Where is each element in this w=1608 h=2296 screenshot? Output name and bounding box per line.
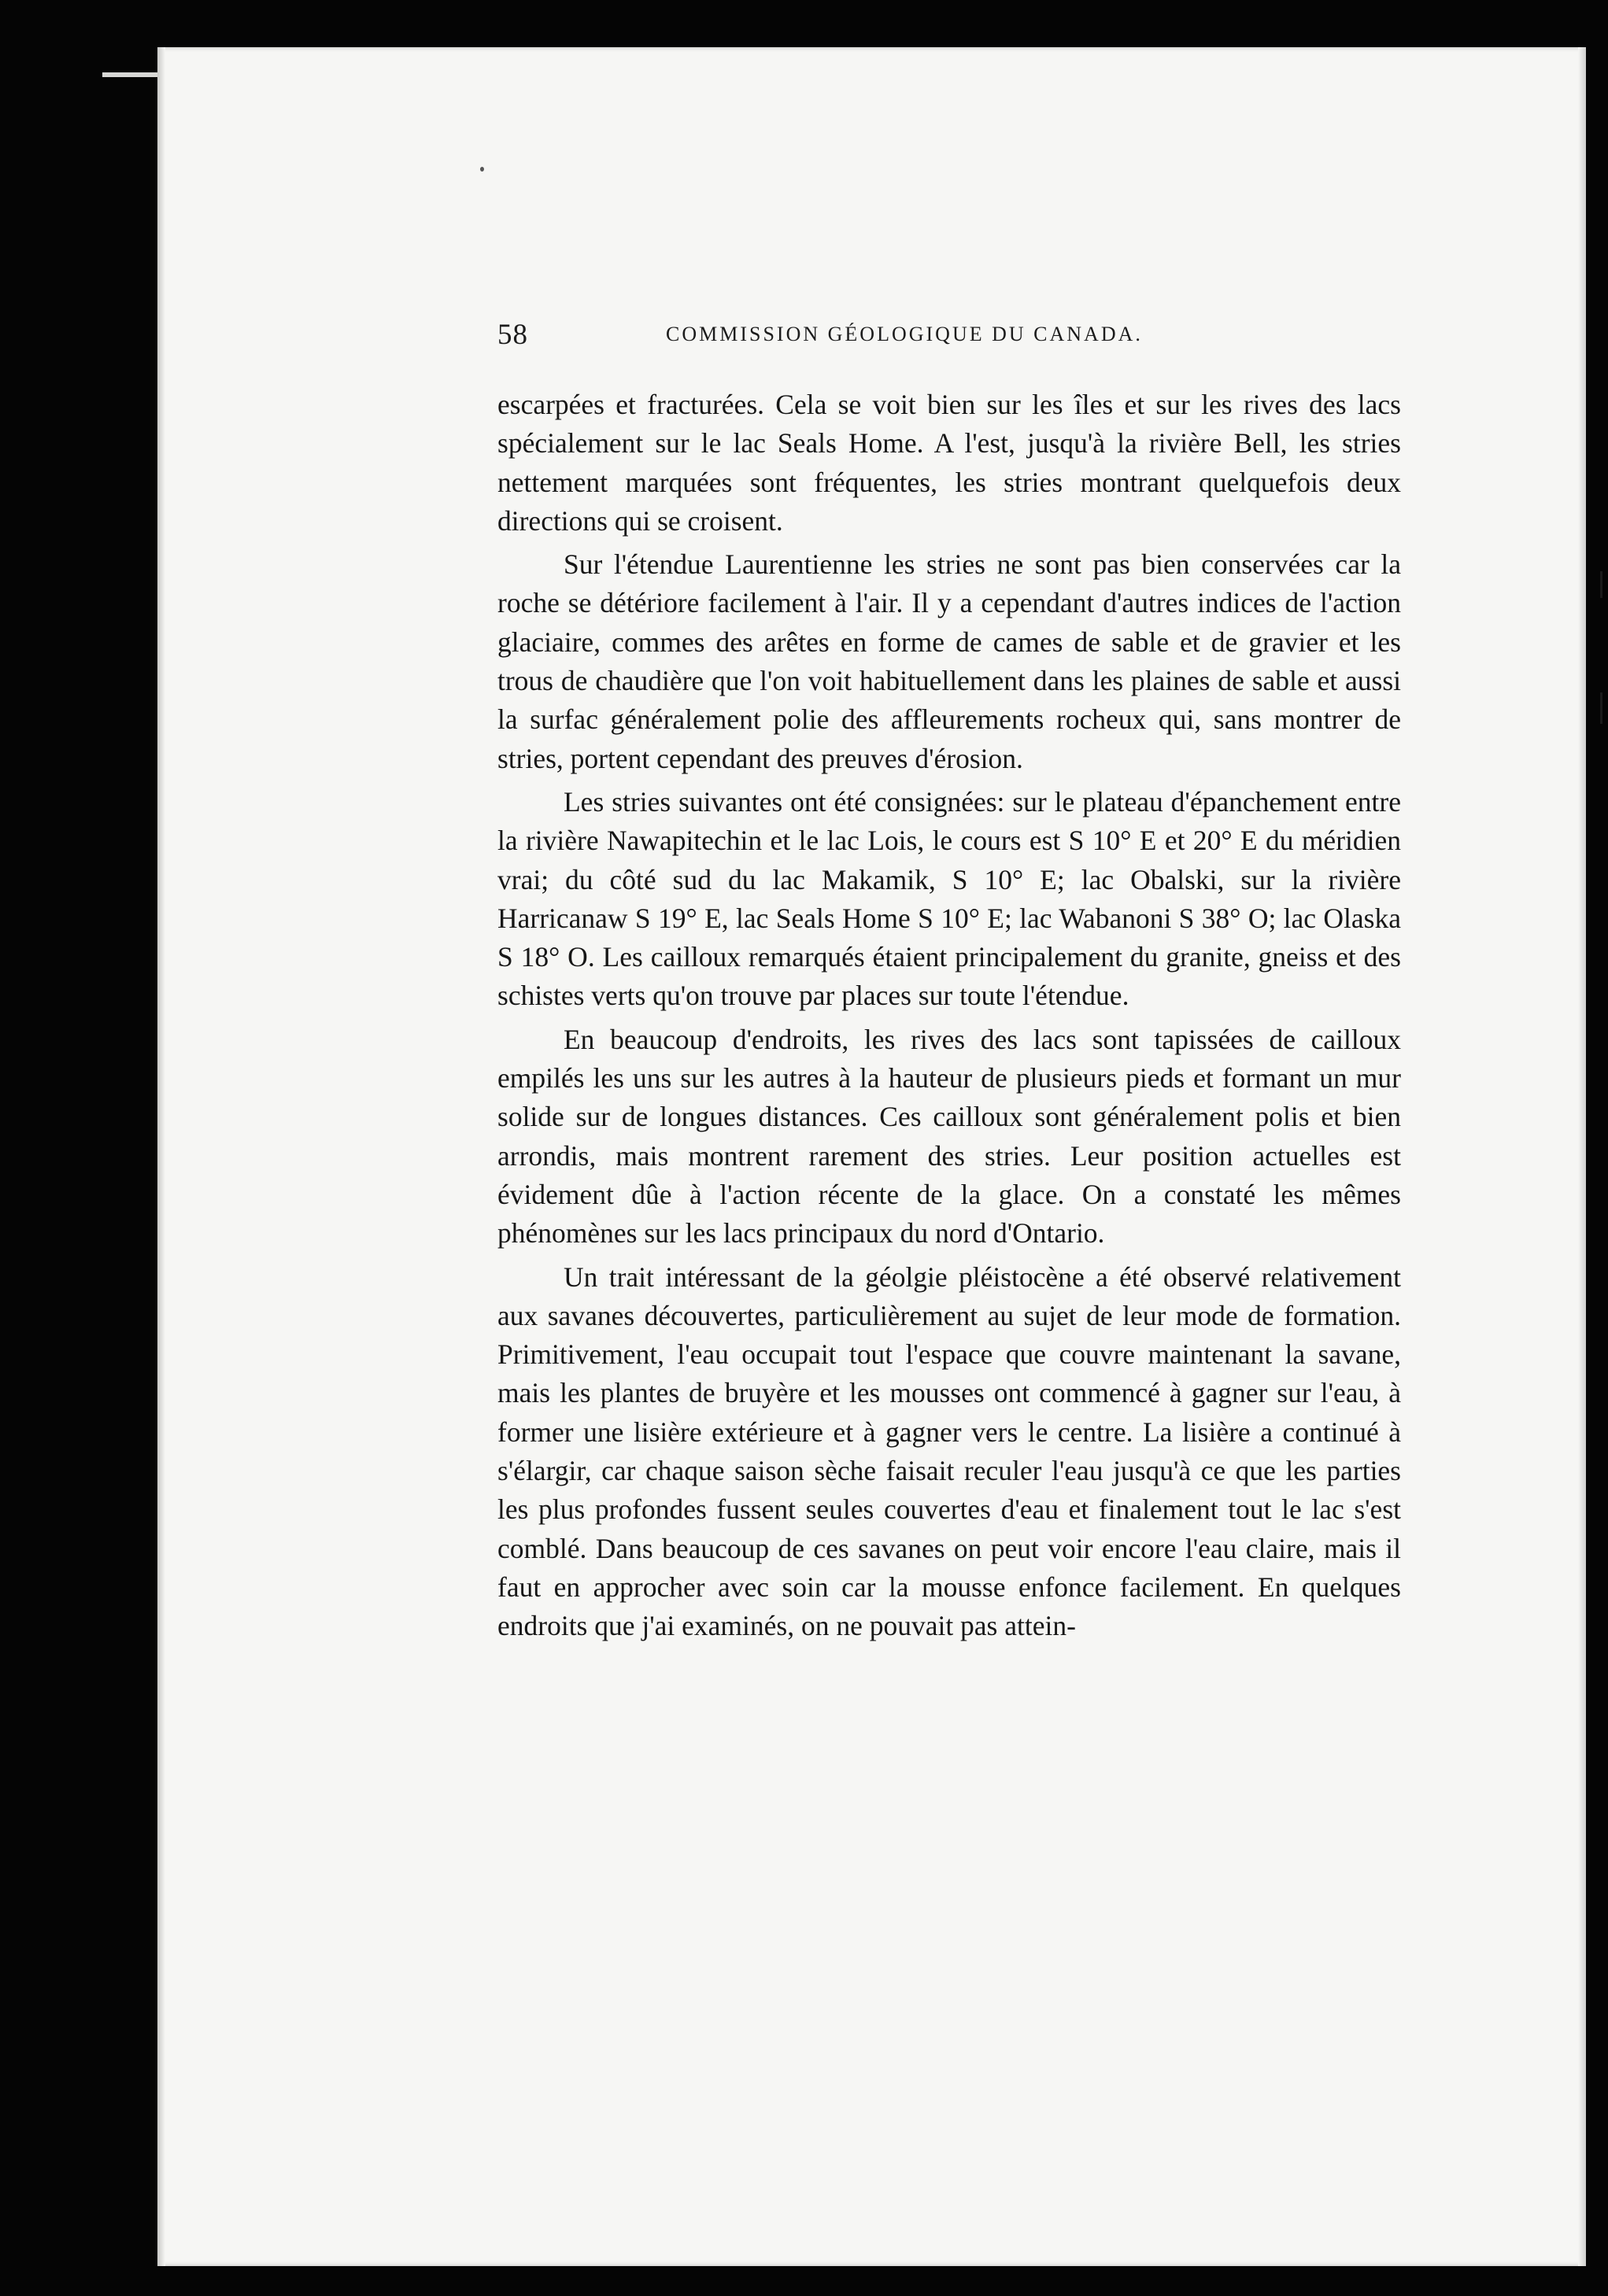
page-edge-left [157,47,165,2266]
edge-mark [1600,571,1602,598]
edge-mark [1600,692,1602,724]
body-text [497,386,1401,1651]
page-header [497,318,1410,349]
page-number: 58 [497,319,528,351]
running-head: COMMISSION GÉOLOGIQUE DU CANADA. [666,323,1143,345]
paragraph: escarpées et fracturées. Cela se voit bien sur les îles et sur les rives des lacs spécialement sur le lac Seals Home. A l'est, jusqu'à la rivière Bell, les stries nettement marquées sont fréquentes, les stries montrant quelquefois deux directions qui se croisent. [497,389,1401,537]
binding-strip [102,72,165,77]
paragraph: En beaucoup d'endroits, les rives des lacs sont tapissées de cailloux empilés les uns sur les autres à la hauteur de plusieurs pieds et formant un mur solide sur de longues distances. Ces cailloux sont généralement polis et bien arrondis, mais montrent rarement des stries. Leur position actuelles est évidement dûe à l'action récente de la glace. On a constaté les mêmes phénomènes sur les lacs principaux du nord d'Ontario. [497,1023,1401,1250]
paragraph: Les stries suivantes ont été consignées: sur le plateau d'épanchement entre la rivière Nawapitechin et le lac Lois, le cours est S 10° E et 20° E du méridien vrai; du côté sud du lac Makamik, S 10° E; lac Obalski, sur la rivière Harricanaw S 19° E, lac Seals Home S 10° E; lac Wabanoni S 38° O; lac Olaska S 18° O. Les cailloux remarqués étaient principalement du granite, gneiss et des schistes verts qu'on trouve par places sur toute l'étendue. [497,785,1401,1012]
page-edge-right [1578,47,1586,2266]
paragraph: Un trait intéressant de la géolgie pléistocène a été observé relativement aux savanes découvertes, particulièrement au sujet de leur mode de formation. Primitivement, l'eau occupait tout l'espace que couvre maintenant la savane, mais les plantes de bruyère et les mousses ont commencé à gagner sur l'eau, à former une lisière extérieure et à gagner vers le centre. La lisière a continué à s'élargir, car chaque saison sèche faisait reculer l'eau jusqu'à ce que les parties les plus profondes fussent seules couvertes d'eau et finalement tout le lac s'est comblé. Dans beaucoup de ces savanes on peut voir encore l'eau claire, mais il faut en approcher avec soin car la mousse enfonce facilement. En quelques endroits que j'ai examinés, on ne pouvait pas attein- [497,1261,1401,1642]
paragraph: Sur l'étendue Laurentienne les stries ne sont pas bien conservées car la roche se détériore facilement à l'air. Il y a cependant d'autres indices de l'action glaciaire, commes des arêtes en forme de cames de sable et de gravier et les trous de chaudière que l'on voit habituellement dans les plaines de sable et aussi la surfac généralement polie des affleurements rocheux qui, sans montrer de stries, portent cependant des preuves d'érosion. [497,548,1401,774]
ink-speck [480,167,484,172]
